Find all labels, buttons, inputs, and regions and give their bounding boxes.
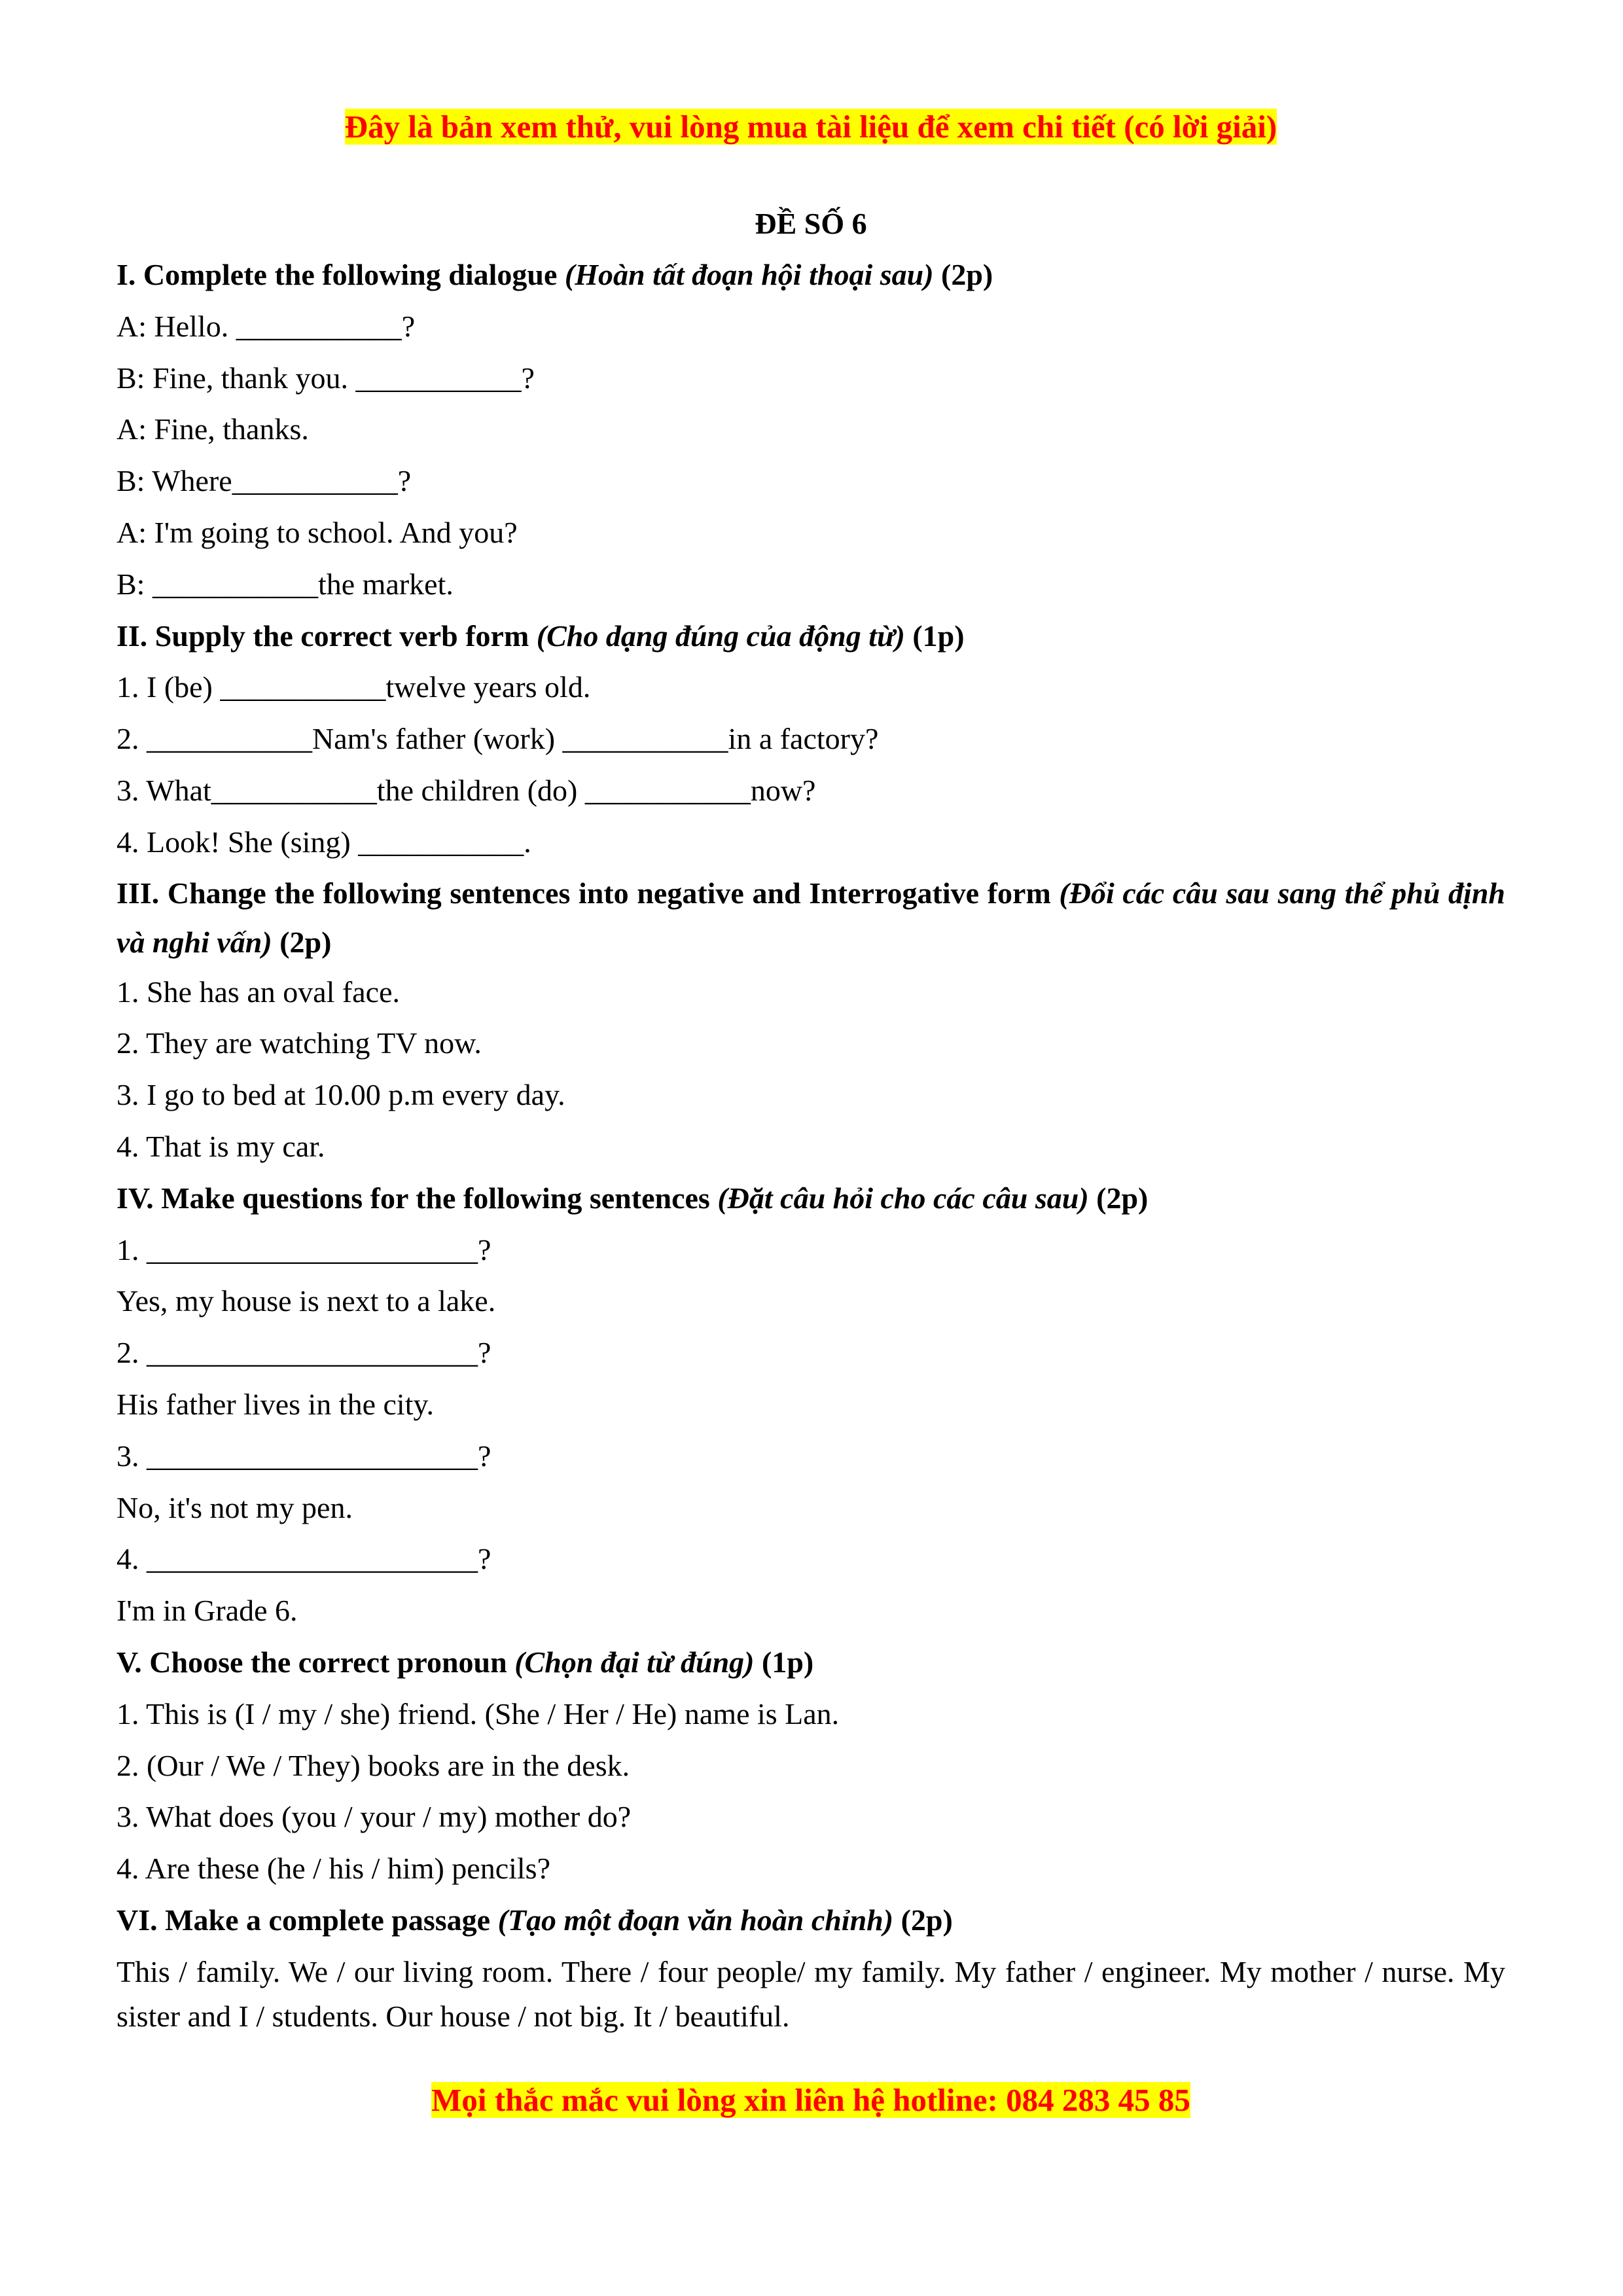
dialogue-line: A: Hello. ___________? <box>116 309 416 343</box>
hotline-notice <box>116 2072 1505 2129</box>
passage-prompt: This / family. We / our living room. There / four people/ my family. My father / engineer. My mother / nurse. My sister and I / students. Our house / not big. It / beautiful. <box>116 1954 1505 2033</box>
exercise-item: 2. They are watching TV now. <box>116 1026 482 1060</box>
question-blank: 2. ______________________? <box>116 1336 491 1370</box>
exercise-item: 3. What___________the children (do) ___________now? <box>116 773 816 807</box>
dialogue-line: B: Where___________? <box>116 464 412 498</box>
section-1-heading: I. Complete the following dialogue (Hoàn tất đoạn hội thoại sau) (2p) <box>116 258 993 291</box>
section-3 <box>116 869 1505 1173</box>
section-5 <box>116 1637 1505 1895</box>
question-blank: 4. ______________________? <box>116 1542 491 1576</box>
answer-sentence: I'm in Grade 6. <box>116 1594 298 1628</box>
exercise-item: 4. Are these (he / his / him) pencils? <box>116 1852 551 1886</box>
exercise-item: 1. This is (I / my / she) friend. (She / Her / He) name is Lan. <box>116 1696 840 1731</box>
hotline-notice-text: Mọi thắc mắc vui lòng xin liên hệ hotline: 084 283 45 85 <box>431 2081 1190 2118</box>
section-2-heading: II. Supply the correct verb form (Cho dạng đúng của động từ) (1p) <box>116 619 965 653</box>
dialogue-line: A: I'm going to school. And you? <box>116 515 518 549</box>
answer-sentence: Yes, my house is next to a lake. <box>116 1284 496 1318</box>
exercise-item: 1. She has an oval face. <box>116 975 401 1009</box>
exam-title: ĐỀ SỐ 6 <box>755 207 867 240</box>
section-6 <box>116 1895 1505 2039</box>
answer-sentence: His father lives in the city. <box>116 1387 434 1421</box>
section-1 <box>116 249 1505 611</box>
section-2 <box>116 611 1505 869</box>
exercise-item: 4. That is my car. <box>116 1129 325 1163</box>
question-blank: 1. ______________________? <box>116 1232 491 1266</box>
exercise-item: 4. Look! She (sing) ___________. <box>116 825 531 859</box>
answer-sentence: No, it's not my pen. <box>116 1490 353 1524</box>
exercise-item: 3. What does (you / your / my) mother do? <box>116 1800 632 1834</box>
section-4 <box>116 1173 1505 1637</box>
question-blank: 3. ______________________? <box>116 1439 491 1473</box>
dialogue-line: A: Fine, thanks. <box>116 412 309 446</box>
section-3-heading: III. Change the following sentences into negative and Interrogative form (Đổi các câu sau sang thể phủ định và nghi vấn) (2p) <box>116 876 1505 959</box>
dialogue-line: B: ___________the market. <box>116 567 454 601</box>
exercise-item: 3. I go to bed at 10.00 p.m every day. <box>116 1078 565 1112</box>
preview-notice <box>116 98 1505 156</box>
exercise-item: 1. I (be) ___________twelve years old. <box>116 670 591 704</box>
dialogue-line: B: Fine, thank you. ___________? <box>116 361 535 395</box>
document-page <box>116 98 1505 2129</box>
section-4-heading: IV. Make questions for the following sentences (Đặt câu hỏi cho các câu sau) (2p) <box>116 1181 1149 1215</box>
section-5-heading: V. Choose the correct pronoun (Chọn đại từ đúng) (1p) <box>116 1645 814 1679</box>
exercise-item: 2. (Our / We / They) books are in the desk. <box>116 1748 630 1782</box>
preview-notice-text: Đây là bản xem thử, vui lòng mua tài liệu để xem chi tiết (có lời giải) <box>344 109 1277 145</box>
exercise-item: 2. ___________Nam's father (work) ___________in a factory? <box>116 722 879 756</box>
section-6-heading: VI. Make a complete passage (Tạo một đoạn văn hoàn chỉnh) (2p) <box>116 1903 953 1937</box>
